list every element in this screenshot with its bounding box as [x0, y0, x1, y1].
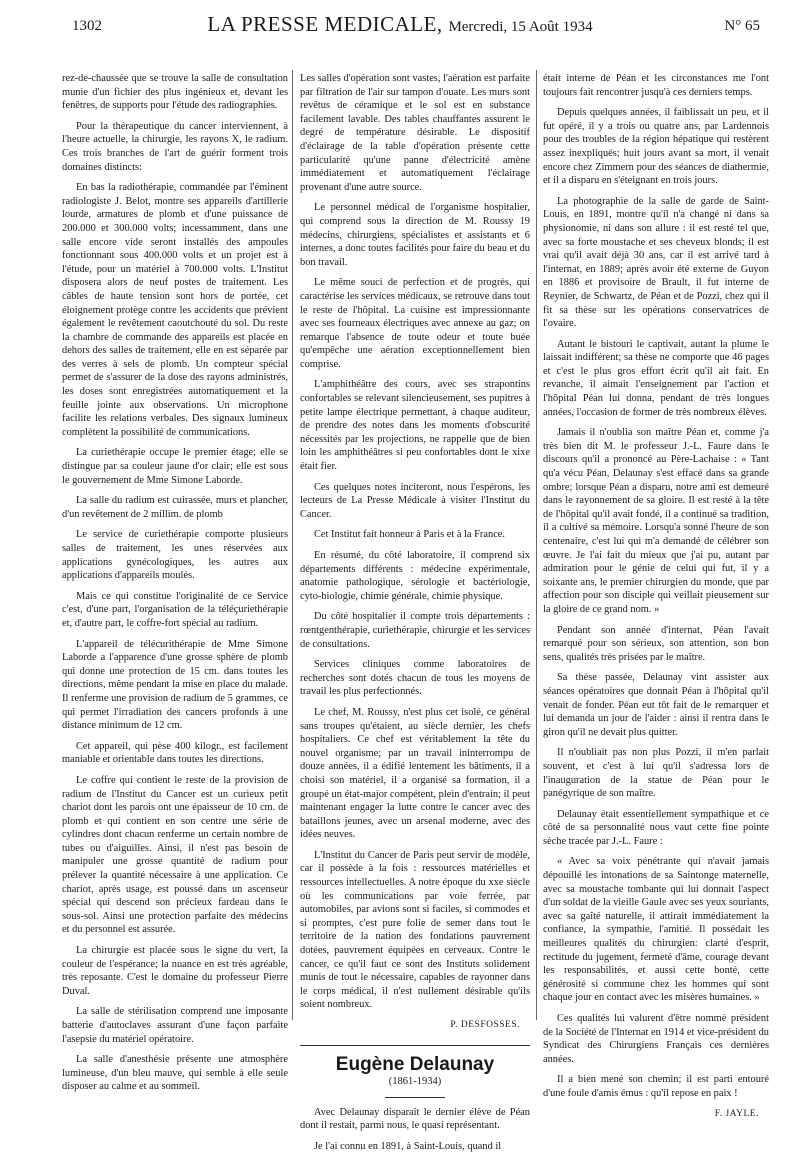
paragraph: rez-de-chaussée que se trouve la salle de consultation munie d'un fichier des plus ingénieux et, devant les fenêtres, de supports pour l'étude des radiographies.: [62, 73, 288, 112]
column-left: [62, 72, 288, 1101]
paragraph: Le personnel médical de l'organisme hospitalier, qui comprend sous la direction de M. Roussy 19 médecins, chirurgiens, spécialistes et assistants et 6 internes, a donc toutes facilités pour faire du beau et du bon travail.: [300, 202, 530, 268]
journal-title: LA PRESSE MEDICALE,: [207, 12, 443, 36]
paragraph: Depuis quelques années, il faiblissait un peu, et il fut opéré, il y a trois ou quatre ans, par Lardennois pour des troubles de la région hépatique qui restèrent assez inexpliqués; huit jours avant sa mort, il venait encore chez Zimmern pour des séances de diathermie, et il a disparu en s'éteignant en trois jours.: [543, 107, 769, 187]
paragraph: Le chef, M. Roussy, n'est plus cet isolé, ce général sans troupes qu'étaient, au siècle dernier, les chefs hospitaliers. Ce chef est véritablement la tête du nouvel organisme; par un travail ininterrompu de douze années, il a édifié lentement les bâtiments, il a choisi son matériel, il a organisé sa formation, il a groupé un état-major compétent, plein d'entrain; il peut maintenant engager la lutte contre le cancer avec des bataillons jeunes, avec un arsenal moderne, avec des idées neuves.: [300, 706, 530, 841]
paragraph: Delaunay était essentiellement sympathique et ce côté de sa personnalité nous vaut cette fine pointe sèche tracée par J.-L. Faure :: [543, 808, 769, 847]
paragraph: Il a bien mené son chemin; il est parti entouré d'une foule d'amis émus : qu'il repose en paix !: [543, 1074, 769, 1099]
paragraph: La curiethérapie occupe le premier étage; elle se distingue par sa couleur jaune d'or clair; elle est sous le gouvernement de Mme Simone Laborde.: [62, 447, 288, 486]
paragraph: Le coffre qui contient le reste de la provision de radium de l'Institut du Cancer est un curieux petit chariot dont les parois ont une épaisseur de 10 cm. de plomb et qui contient en son centre une série de cylindres dont chacun renferme un certain nombre de tubes ou d'aiguilles. Ainsi, il n'est pas besoin de manipuler une grosse quantité de radium pour prélever la quantité nécessaire à une application. Ce chariot, après usage, est poussé dans un ascenseur spécial qui descend son précieux fardeau dans le sous-sol. Ainsi une protection parfaite des médecins et du personnel est assurée.: [62, 774, 288, 936]
paragraph: L'amphithéâtre des cours, avec ses strapontins confortables se relevant silencieusement, ses pupitres à petite lampe électrique permettant, à chaque auditeur, de prendre des notes dans les moments d'obscurité nécessités par les projections, ne rappelle que de bien loin les amphithéâtres si peu confortables dont le xixe était fier.: [300, 379, 530, 473]
paragraph: Mais ce qui constitue l'originalité de ce Service c'est, d'une part, l'organisation de la téléçuriethérapie et, d'autre part, le coffre-fort spécial au radium.: [62, 590, 288, 629]
paragraph: La chirurgie est placée sous le signe du vert, la couleur de l'espérance; la nuance en est très agréable, très reposante. C'est le domaine du professeur Pierre Duval.: [62, 945, 288, 997]
paragraph: En bas la radiothérapie, commandée par l'éminent radiologiste J. Belot, montre ses appareils d'artillerie lourde, armatures de plomb et d'une puissance de 200.000 et 300.000 volts; incessamment, dans une salle encore vide seront installés des ampoules fonctionnant sous 400.000 volts et un projet est à l'étude, pour un matériel à 700.000 volts. L'Institut disposera alors de neuf postes de traitement. Les câbles de haute tension sont hors de portée, cet éloignement protège contre les accidents que prévient également le revêtement caoutchouté du sol. Du reste la chambre de commande des appareils est placée en dehors des salles de traitement, elle en est séparée par des verres à sels de plomb. Un compteur spécial permet de s'assurer de la dose des rayons administrés, les doses sont enregistrées automatiquement et la feuille jointe aux observations. Un microphone facilite les relations verbales. Des signaux lumineux complètent la possibilité de communications.: [62, 182, 288, 438]
paragraph: La salle de stérilisation comprend une imposante batterie d'autoclaves assurant d'une façon parfaite l'asepsie du matériel opératoire.: [62, 1006, 288, 1045]
issue-number: N° 65: [724, 18, 760, 34]
paragraph: Ces quelques notes inciteront, nous l'espérons, les lecteurs de La Presse Médicale à visiter l'Institut du Cancer.: [300, 481, 530, 520]
column-right: [543, 72, 769, 1121]
obituary-signature: F. JAYLE.: [714, 1108, 759, 1119]
column-divider: [292, 70, 293, 1020]
article-signature: P. DESFOSSES.: [450, 1020, 520, 1030]
paragraph: « Avec sa voix pénétrante qui n'avait jamais dépouillé les intonations de sa Saintonge maternelle, avec sa moustache tombante qui lui donnait l'aspect d'un soldat de la vieille Gaule avec ses yeux souriants, avec sa gaîté naturelle, il attirait immédiatement la confiance, la sympathie, l'amitié. Il possédait les meilleures qualités du chirurgien: clarté d'esprit, rectitude du jugement, fermeté d'âme, courage devant les responsabilités, et aussi cette bonté, cette générosité si commune chez les hommes qui sont chaque jour en contact avec les misères humaines. »: [543, 856, 769, 1004]
issue-date: Mercredi, 15 Août 1934: [448, 19, 593, 35]
column-middle: [300, 72, 530, 1161]
paragraph: La photographie de la salle de garde de Saint-Louis, en 1891, montre qu'il n'a changé ni dans sa physionomie, ni dans son allure : il est resté tel que, avec sa forte moustache et ses cheveux blonds; il est vrai qu'il avait déjà 30 ans, car il est arrivé tard à l'internat, en 1889; après avoir été externe de Guyon en 1886 et provisoire de Brault, il fut interne de Reynier, de Schwartz, de Péan et de Pozzi, chez qui il fit sa thèse sur les opérations conservatrices de l'ovaire.: [543, 195, 769, 330]
paragraph: Cet Institut fait honneur à Paris et à la France.: [314, 529, 506, 541]
divider: [385, 1097, 445, 1098]
paragraph: Le service de curiethérapie comporte plusieurs salles de traitement, les unes réservées aux applications gynécologiques, les autres aux applications d'appareils moulés.: [62, 529, 288, 582]
obituary-dates: (1861-1934): [388, 1076, 442, 1088]
journal-header: [0, 12, 800, 42]
paragraph: Autant le bistouri le captivait, autant la plume le laissait indifférent; sa thèse ne comporte que 46 pages et c'est le plus gros effort écrit qu'il ait fait. En revanche, il aimait l'enseignement par l'action et l'hôpital Péan lui donna, pendant de très longues années, l'occasion de former de très nombreux élèves.: [543, 338, 769, 418]
paragraph: Le même souci de perfection et de progrès, qui caractérise les services médicaux, se retrouve dans tout le reste de l'hôpital. La cuisine est impressionnante avec ses fourneaux électriques avec annexe au gaz; on remarque l'absence de toute odeur et toute buée qu'empêche une aération exceptionnellement bien comprise.: [300, 277, 530, 370]
paragraph: En résumé, du côté laboratoire, il comprend six départements différents : médecine expérimentale, anatomie pathologique, sérologie et bactériologie, cyto-biologie, chimie générale, chimie physique.: [300, 550, 530, 602]
paragraph: Ces qualités lui valurent d'être nommé président de la Société de l'Internat en 1914 et vice-président du Syndicat des Chirurgiens Français ces dernières années.: [543, 1013, 769, 1065]
obituary-heading: [300, 1045, 530, 1098]
column-divider: [536, 70, 537, 1020]
paragraph: était interne de Péan et les circonstances me l'ont toujours fait rencontrer jusqu'à ces derniers temps.: [543, 73, 769, 98]
paragraph: Les salles d'opération sont vastes, l'aération est parfaite par filtration de l'air sur tampon d'ouate. Les murs sont revêtus de céramique et le sol est en substance facilement lavable. Des tables chauffantes assurent le degré de température désirable. Le dispositif d'éclairage de la table d'opération présente cette particularité qu'une panne d'électricité amène immédiatement et automatiquement l'éclairage provenant d'une autre source.: [300, 73, 530, 193]
paragraph: La salle du radium est cuirassée, murs et plancher, d'un revêtement de 2 millim. de plomb: [62, 495, 288, 520]
paragraph: La salle d'anesthésie présente une atmosphère lumineuse, d'un bleu mauve, qui semble à elle seule disposer au calme et au sommeil.: [62, 1054, 288, 1093]
obituary-title: Eugène Delaunay: [335, 1053, 495, 1075]
page-number: 1302: [72, 18, 102, 34]
paragraph: Pendant son année d'internat, Péan l'avait remarqué pour son sérieux, son attention, son bon sens, qualités très prisées par le maître.: [543, 624, 769, 663]
paragraph: Jamais il n'oublia son maître Péan et, comme j'a très bien dit M. le professeur J.-L. Faure dans le discours qu'il a prononcé au Père-Lachaise : « Tant qu'a vécu Péan, Delaunay s'est effacé dans sa grande ombre; lorsque Péan a disparu, notre ami est demeuré dans le rayonnement de sa gloire. Il est resté à la tête de l'hôpital qu'il avait fondé, il a continué sa tradition, il a cultivé sa mémoire. Lorsqu'a sonné l'heure de son centenaire, c'est lui qui m'a demandé de célébrer son œuvre. Je l'ai fait du mieux que j'ai pu, autant par admiration pour le génie de celui qui fut, il y a soixante ans, le premier chirurgien du monde, que par affection pour son disciple qui veillait pieusement sur la gloire de ce grand nom. »: [543, 427, 769, 615]
paragraph: Il n'oubliait pas non plus Pozzi, il m'en parlait souvent, et c'est à lui qu'il s'adressa lors de l'inauguration de la statue de Péan pour le panégyrique de son maître.: [543, 747, 769, 800]
paragraph: Sa thèse passée, Delaunay vint assister aux séances opératoires que donnait Péan à l'hôpital qu'il venait de fonder. Péan eut tôt fait de le remarquer et lui demanda un jour de l'aider : ainsi il rentra dans le giron qu'il ne devait plus quitter.: [543, 672, 769, 738]
paragraph: Services cliniques comme laboratoires de recherches sont dotés chacun de tous les moyens de travail les plus perfectionnés.: [300, 659, 530, 698]
paragraph: Avec Delaunay disparaît le dernier élève de Péan dont il restait, parmi nous, le quasi représentant.: [300, 1106, 530, 1132]
paragraph: L'Institut du Cancer de Paris peut servir de modèle, car il possède à la fois : ressources matérielles et ressources intellectuelles. A notre époque du xxe siècle où les communications par voie ferrée, par automobiles, par avions sont si faciles, si commodes et si promptes, c'est pure folie de semer dans tout le territoire de la nation des fondations pauvrement dotées, pauvrement équipées en cerveaux. Contre le cancer, ce qu'il faut ce sont des Instituts solidement munis de tout le nécessaire, capables de rayonner dans le corps médical, il n'est nullement désirable qu'ils soient nombreux.: [300, 849, 530, 1011]
paragraph: Cet appareil, qui pèse 400 kilogr., est facilement maniable et orientable dans toutes les directions.: [62, 740, 288, 766]
paragraph: L'appareil de télécurithérapie de Mme Simone Laborde a l'apparence d'une grosse sphère de plomb qui donne une protection de 15 cm. dans toutes les directions, même pendant la mise en place du malade. Il renferme une provision de radium de 5 grammes, ce qui permet l'irradiation des cancers profonds à une distance minimum de 12 cm.: [62, 638, 288, 732]
paragraph: Je l'ai connu en 1891, à Saint-Louis, quand il: [314, 1140, 502, 1152]
paragraph: Pour la thérapeutique du cancer interviennent, à l'heure actuelle, la chirurgie, les rayons X, le radium. Ces trois branches de l'art de guérir forment trois domaines distincts:: [62, 120, 288, 173]
paragraph: Du côté hospitalier il compte trois départements : rœntgenthérapie, curiethérapie, chirurgie et les services de consultations.: [300, 611, 530, 650]
